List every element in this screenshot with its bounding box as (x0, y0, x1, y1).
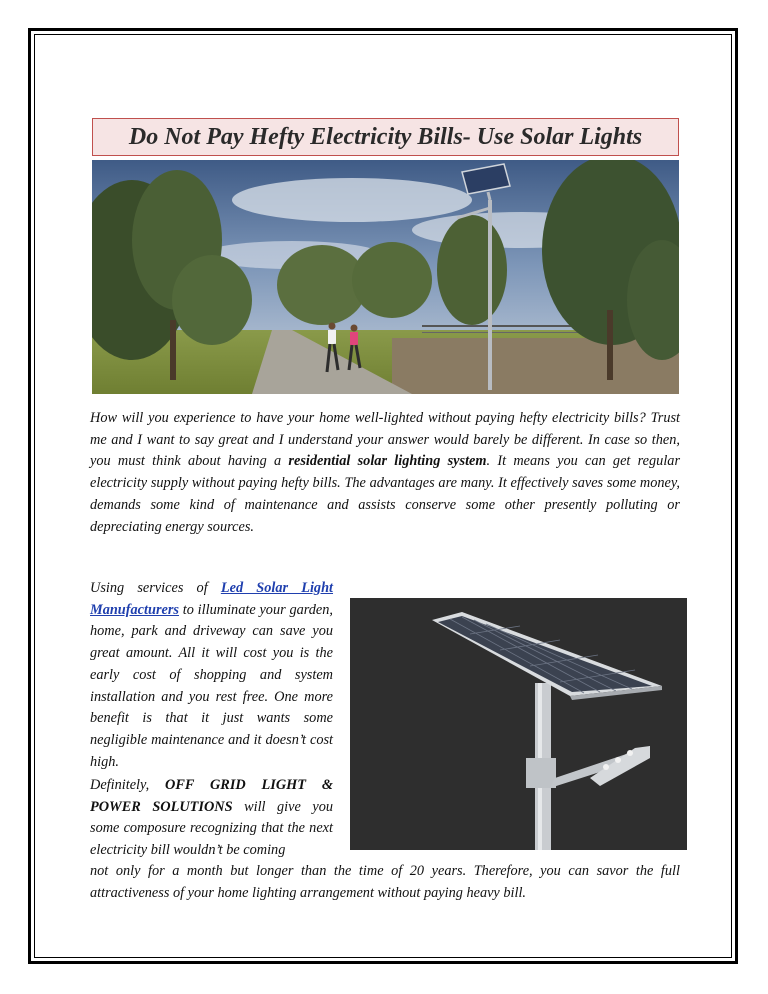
closing-text-before: Definitely, (90, 777, 165, 793)
page-title: Do Not Pay Hefty Electricity Bills- Use Solar Lights (128, 123, 643, 150)
product-photo-solar-light (350, 598, 687, 850)
intro-text-after: . It means you can get regular electricity supply without paying hefty bills. The advantages are many. It effectively saves some money, demands some kind of maintenance and assists conserve some other presently polluting or depreciating energy sources. (90, 453, 681, 535)
intro-text-before: How will you experience to have your home well-lighted without paying hefty electricity bills? Trust me and I want to say great and I understand your answer would barely be different. In case so then, you must think about having a (90, 410, 680, 470)
hero-photo-illustration (92, 160, 679, 394)
title-banner (92, 118, 679, 156)
hero-photo-solar-street-light (92, 160, 679, 394)
product-illustration (350, 598, 687, 850)
intro-paragraph (90, 408, 680, 538)
services-paragraph (90, 578, 333, 773)
closing-paragraph (90, 775, 333, 862)
services-text-before: Using services of (90, 580, 221, 596)
brand-name: OFF GRID LIGHT & POWER SOLUTIONS (90, 777, 333, 815)
services-text-after: to illuminate your garden, home, park and driveway can save you great amount. All it will cost you is the early cost of shopping and system installation and you rest free. One more benefit is that it just wants some negligible maintenance and it doesn’t cost high. (90, 601, 333, 770)
closing-text-after: will give you some composure recognizing that the next electricity bill wouldn’t be coming (90, 798, 333, 859)
residential-solar-term: residential solar lighting system (288, 453, 487, 470)
led-solar-manufacturers-link[interactable]: Led Solar Light Manufacturers (90, 580, 334, 618)
continuation-paragraph: not only for a month but longer than the time of 20 years. Therefore, you can savor the full attractiveness of your home lighting arrangement without paying heavy bill. (90, 863, 680, 901)
